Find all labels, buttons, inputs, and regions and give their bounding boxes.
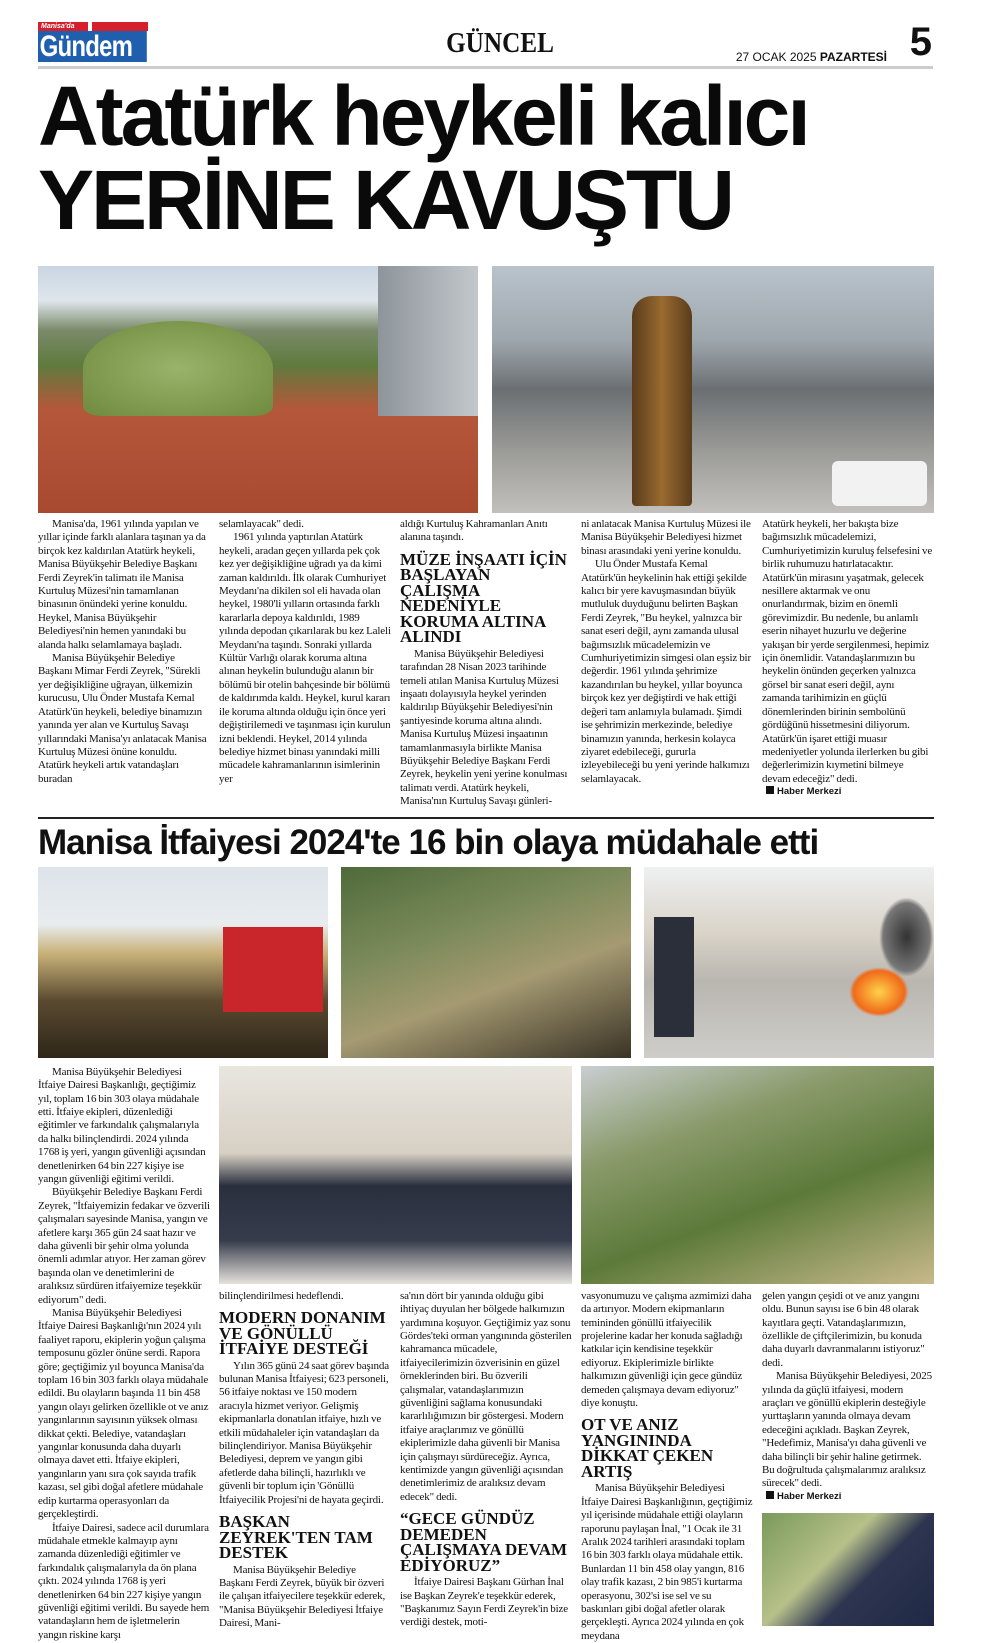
subheading: MÜZE İNŞAATI İÇİN BAŞLAYAN ÇALIŞMA NEDENİYLE KORUMA ALTINA ALINDI [400, 549, 567, 647]
paragraph: selamlayacak" dedi. [219, 518, 304, 530]
subheading: BAŞKAN ZEYREK'TEN TAM DESTEK [219, 1512, 373, 1563]
subheading: MODERN DONANIM VE GÖNÜLLÜ İTFAİYE DESTEĞİ [219, 1308, 386, 1359]
paragraph: Manisa Büyükşehir Belediye Başkanı Ferdi Zeyrek, büyük bir özveri ile çalışan itfaiyecilere teşekkür ederek, "Manisa Büyükşehir Belediyesi İtfaiye Dairesi, Mani- [219, 1563, 386, 1630]
photo-firefighter-hose [581, 1066, 934, 1284]
photo-children-firefighters [219, 1066, 572, 1284]
issue-date [736, 50, 887, 64]
photo-fire-drill [644, 867, 934, 1058]
top-column [219, 518, 391, 809]
date-text: 27 OCAK 2025 [735, 50, 817, 64]
page-number: 5 [909, 20, 932, 64]
top-column [581, 518, 753, 809]
newspaper-logo [38, 22, 148, 62]
weekday-text: PAZARTESİ [819, 50, 887, 64]
top-article-columns [38, 518, 934, 809]
paragraph: vasyonumuzu ve çalışma azmimizi daha da artırıyor. Modern ekipmanların temininden gönüllü itfaiyecilik projelerine kadar her konuda sağladığı katkılar için kendisine teşekkür ediyoruz. Ekiplerimizle birlikte halkımızın güvenliği için gece gündüz demeden çalışmaya devam ediyoruz" diye konuştu. [581, 1289, 752, 1409]
section-title: GÜNCEL [446, 28, 554, 59]
paragraph: sa'nın dört bir yanında olduğu gibi ihtiyaç duyulan her bölgede halkımızın yardımına koşuyor. Geçtiğimiz yaz sonu Gördes'teki orman yangınında gösterilen kahramanca mücadele, itfaiyecilerimizin özverisinin en güzel örneklerinden biri. Bu özverili çalışmalar, vatandaşlarımızın güvenliğini sağlama konusundaki kararlılığımızın bir göstergesi. Modern itfaiye araçlarımız ve gönüllü ekiplerimizle daha güvenli bir Manisa için çalışmayı sürdüreceğiz. Ayrıca, kentimizde yangın güvenliği açısından denetimlerimiz de aralıksız devam edecek" dedi. [400, 1289, 572, 1503]
paragraph: bilinçlendirilmesi hedeflendi. [219, 1289, 344, 1302]
subheading: “GECE GÜNDÜZ DEMEDEN ÇALIŞMAYA DEVAM EDİYORUZ” [400, 1509, 568, 1575]
paragraph: aldığı Kurtuluş Kahramanları Anıtı alanına taşındı. [400, 518, 548, 544]
top-column [38, 518, 210, 809]
bottom-article-grid [38, 1066, 934, 1643]
paragraph: Büyükşehir Belediye Başkanı Ferdi Zeyrek, "İtfaiyemizin fedakar ve özverili çalışmaları sayesinde Manisa, yangın ve afetlere karşı 365 gün 24 saat hazır ve daha güvenli bir şehir olma yolunda önemli adımlar atıyor. Her zaman görev başında olan ve denetimlerini de aralıksız sürdüren itfaiyemize teşekkür ediyorum" dedi. [38, 1186, 210, 1306]
headline-fire-department: Manisa İtfaiyesi 2024'te 16 bin olaya müdahale etti [38, 822, 819, 862]
paragraph: Manisa'da, 1961 yılında yapılan ve yıllar içinde farklı alanlara taşınan ya da birçok kez kaldırılan Atatürk heykeli, Manisa Büyükşehir Belediye Başkanı Ferdi Zeyrek'in talimatı ile Manisa Kurtuluş Müzesi'nin tamamlanan binasının önündeki yerine konuldu. Heykel, Manisa Büyükşehir Belediyesi'nin hemen yanındaki bu alanda halkı selamlamaya başladı. [38, 518, 206, 651]
top-photo-row [38, 266, 934, 513]
photo-mayor-with-firefighter [762, 1513, 934, 1626]
paragraph: 1961 yılında yaptırılan Atatürk heykeli, aradan geçen yıllarda pek çok kez yer değişikliğine uğradı ya da kimi zaman kaldırıldı. İlk olarak Cumhuriyet Meydanı'na dikilen sol eli havada olan heykel, 1980'li yılların ortasında farklı kararlarla depoya kaldırıldı, 1989 yılında depodan çıkarılarak bu kez Laleli Meydanı'na taşındı. Sonraki yıllarda Kültür Varlığı olarak koruma altına alınan heykelin bulunduğu alanın bir bölümü bir otelin bahçesinde bir bölümü de kaldırımda kaldı. Heykel, kurul kararı ile koruma altında olduğu için önce yeri değiştirilemedi ve taşınması için kurulun izni beklendi. Heykel, 2014 yılında belediye hizmet binası yanındaki milli mücadele kahramanlarının isimlerinin yer [219, 531, 391, 785]
paragraph: Manisa Büyükşehir Belediye Başkanı Mimar Ferdi Zeyrek, "Sürekli yer değişikliğine uğrayan, ülkemizin kurucusu, Ulu Önder Mustafa Kemal Atatürk'ün heykeli, belediye binamızın yanında yer alan ve Kurtuluş Savaşı yıllarındaki Manisa'yı anlatacak Manisa Kurtuluş Müzesi önüne konuldu. Atatürk heykeli artık vatandaşları buradan [38, 652, 207, 785]
fire-photo-row [38, 867, 934, 1058]
page-body [38, 69, 934, 1643]
paragraph: İtfaiye Dairesi, sadece acil durumlara müdahale etmekle kalmayıp aynı zamanda düzenlediği eğitimler ve farkındalık çalışmalarıyla da ön plana çıktı. 2024 yılında 1768 iş yeri denetlenirken 64 bin 227 kişiye yangın güvenliği eğitimi verildi. Bu sayede hem vatandaşların hem de işletmelerin yangın riskine karşı [38, 1521, 210, 1641]
logo-tagline: Manisa'da [38, 22, 88, 31]
headline-ataturk [38, 69, 934, 247]
paragraph: Manisa Büyükşehir Belediyesi tarafından 28 Nisan 2023 tarihinde temeli atılan Manisa Kurtuluş Müzesi inşaatı dolayısıyla heykel yerinden kaldırılıp Büyükşehir Belediyesi'nin şantiyesinde koruma altına alındı. Manisa Kurtuluş Müzesi inşaatının tamamlanmasıyla birlikte Manisa Büyükşehir Belediye Başkanı Ferdi Zeyrek, heykelin yeni yerine konulması talimatı verdi. Atatürk heykeli, Manisa'nın Kurtuluş Savaşı günleri- [400, 647, 568, 808]
bottom-column [581, 1290, 753, 1643]
photo-hillside-firefighting [341, 867, 631, 1058]
paragraph: Yılın 365 günü 24 saat görev başında bulunan Manisa İtfaiyesi; 623 personeli, 56 itfaiye noktası ve 150 modern aracıyla hizmet veriyor. Gelişmiş ekipmanlarla donatılan itfaiye, hızlı ve etkili müdahaleler için vatandaşları da bilinçlendiriyor. Manisa Büyükşehir Belediyesi, deprem ve yangın gibi afetlerde daha bilinçli, hazırlıklı ve güvenli bir toplum için 'Gönüllü İtfaiyecilik Projesi'ni de hayata geçirdi. [219, 1359, 389, 1506]
subheading: OT VE ANIZ YANGININDA DİKKAT ÇEKEN ARTIŞ [581, 1415, 714, 1481]
paragraph: Manisa Büyükşehir Belediyesi İtfaiye Dairesi Başkanlığı, geçtiğimiz yıl, toplam 16 bin 303 olaya müdahale etti. İtfaiye ekipleri, düzenlediği eğitimler ve farkındalık çalışmalarıyla da halkı bilinçlendirdi. 2024 yılında 1768 iş yeri, yangın güvenliği açısından denetlenirken 64 bin 227 kişiye ise yangın güvenliği eğitimi verildi. [38, 1065, 206, 1185]
paragraph: Ulu Önder Mustafa Kemal Atatürk'ün heykelinin hak ettiği şekilde kalıcı bir yere kavuşmasından büyük mutluluk duyduğunu belirten Başkan Ferdi Zeyrek, "Bu heykel, yalnızca bir sanat eseri değil, aynı zamanda ulusal bağımsızlık mücadelemizin ve Cumhuriyetimizin simgesi olan eşsiz bir değerdir. 1961 yılında şehrimize kazandırılan bu heykel, yıllar boyunca birçok kez yer değiştirdi ve hak ettiği değeri tam anlamıyla bulamadı. Şimdi ise şehrimizin merkezinde, belediye binamızın yanında, herkesin kolayca ziyaret edebileceği, gururla izleyebileceği bu yeni yerinde halkımızı selamlayacak. [581, 558, 751, 785]
bottom-column [219, 1290, 391, 1643]
photo-fire-truck-field [38, 867, 328, 1058]
paragraph: Manisa Büyükşehir Belediyesi İtfaiye Dairesi Başkanlığı'nın 2024 yılı faaliyet raporu, ekiplerin yoğun çalışma temposunu gözler önüne serdi. Rapora göre; geçtiğimiz yıl boyunca Manisa'da toplam 16 bin 303 farklı olaya müdahale edildi. Bu olayların başında 11 bin 458 yangın olayı gelirken özellikle ot ve anız yangınlarının sayısının yüksek olması dikkat çekti. Belediye, vatandaşları yangınlar konusunda daha duyarlı olmaya davet etti. İtfaiye ekipleri, yangınların yanı sıra çok sayıda trafik kazası, sel gibi doğal afetlere müdahale edip kurtarma operasyonları da gerçekleştirdi. [38, 1307, 209, 1521]
bottom-last-column-wrap [762, 1290, 934, 1643]
top-column [400, 518, 572, 809]
paragraph: İtfaiye Dairesi Başkanı Gürhan İnal ise Başkan Zeyrek'e teşekkür ederek, "Başkanımız Sayın Ferdi Zeyrek'in bize verdiği destek, moti- [400, 1576, 569, 1629]
photo-museum-aerial [38, 266, 478, 513]
bottom-column [38, 1066, 210, 1643]
paragraph: Atatürk heykeli, her bakışta bize bağımsızlık mücadelemizi, Cumhuriyetimizin kuruluş felsefesini ve birlik ruhumuzu hatırlatacaktır. Atatürk'ün mirasını yaşatmak, gelecek nesillere aktarmak ve onu onurlandırmak, bizim en önemli görevimizdir. Bu nedenle, bu anlamlı eserin nihayet huzurlu ve değerine yakışan bir yerde sergilenmesi, hepimiz için önemlidir. Vatandaşlarımızın bu heykelin önünden geçerken yalnızca görsel bir sanat eseri değil, aynı zamanda tarihimizin en güçlü dönemlerinden birinin sembolünü gördüğünü hissetmesini diliyorum. Atatürk'ün işaret ettiği muasır medeniyetler yolunda ilerlerken bu gibi değerlerimizin kıymetini bilmeye devam edeceğiz" dedi. [762, 518, 933, 785]
byline: Haber Merkezi [762, 786, 934, 798]
paragraph: Manisa Büyükşehir Belediyesi İtfaiye Dairesi Başkanlığının, geçtiğimiz yıl içerisinde müdahale ettiği olayların raporunu paylaşan İnal, "1 Ocak ile 31 Aralık 2024 tarihleri arasındaki toplam 16 bin 303 farklı olaya müdahale ettik. Bunlardan 11 bin 458 olay yangın, 816 olay trafik kazası, 2 bin 985'i kurtarma operasyonu, 302'si ise sel ve su baskınları gibi doğal afetler olarak gerçekleşti. Ayrıca 2024 yılında en çok meydana [581, 1482, 753, 1642]
logo-wordmark: Gündem [38, 31, 147, 62]
paragraph: ni anlatacak Manisa Kurtuluş Müzesi ile Manisa Büyükşehir Belediyesi hizmet binası arasındaki yeni yerine konuldu. [581, 518, 751, 557]
byline: Haber Merkezi [762, 1491, 934, 1503]
top-column [762, 518, 934, 809]
bottom-column [762, 1290, 934, 1503]
paragraph: Manisa Büyükşehir Belediyesi, 2025 yılında da güçlü itfaiyesi, modern araçları ve gönüllü ekiplerin desteğiyle yurttaşların yanında olmaya devam edeceğini açıkladı. Başkan Zeyrek, "Hedefimiz, Manisa'yı daha güvenli ve daha bilinçli bir şehir haline getirmek. Bu doğrultuda çalışmalarımız aralıksız sürecek" dedi. [762, 1370, 932, 1490]
headline-line-2: YERİNE KAVUŞTU [38, 153, 732, 247]
article-divider [38, 817, 934, 819]
photo-ataturk-statue [492, 266, 934, 513]
paragraph: gelen yangın çeşidi ot ve anız yangını oldu. Bunun sayısı ise 6 bin 48 olarak kayıtlara geçti. Vatandaşlarımızın, özellikle de çiftçilerimizin, bu konuda daha duyarlı davranmalarını istiyoruz" dedi. [762, 1289, 925, 1369]
bottom-column [400, 1290, 572, 1643]
headline-line-1: Atatürk heykeli kalıcı [38, 69, 808, 163]
